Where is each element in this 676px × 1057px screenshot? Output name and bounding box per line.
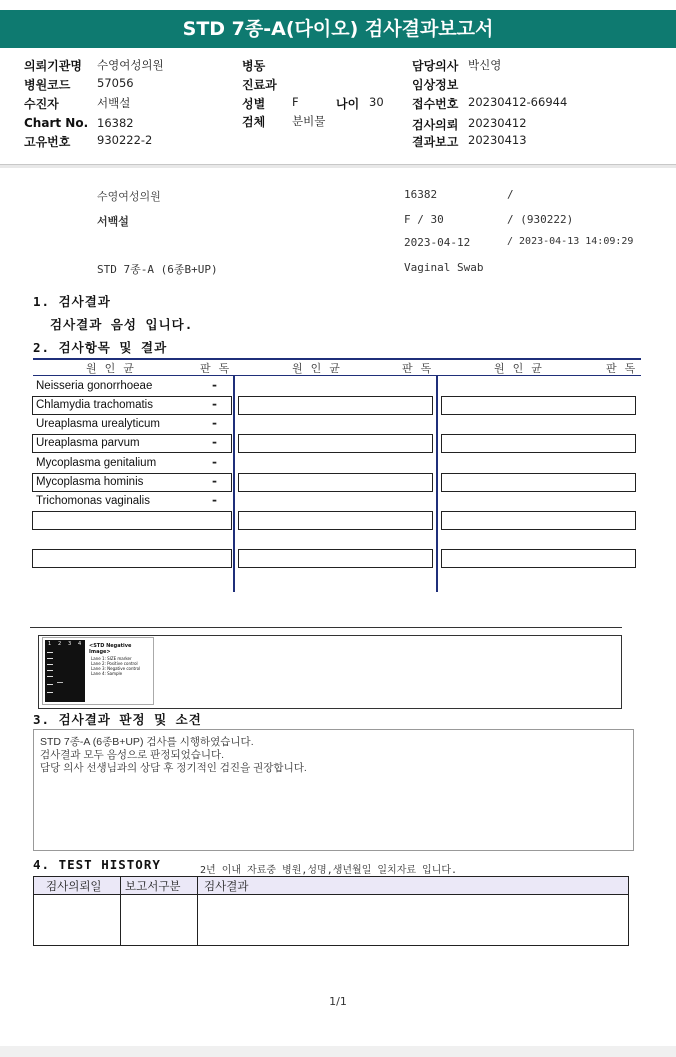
opinion-line: STD 7종-A (6종B+UP) 검사를 시행하였습니다.	[40, 736, 254, 748]
table-row-empty	[441, 549, 636, 568]
marker-band	[47, 664, 53, 665]
sex-value: F	[292, 95, 299, 109]
history-header	[34, 877, 628, 895]
marker-band	[47, 658, 53, 659]
table-row-empty	[238, 511, 433, 530]
header-separator	[0, 164, 676, 168]
marker-band	[47, 692, 53, 693]
gel-divider	[30, 627, 622, 628]
patient-label: 수진자	[24, 97, 59, 111]
table-row-empty	[238, 434, 433, 453]
lane-number: 1	[48, 641, 52, 647]
gel-caption-line: Lane 3: Negative control	[91, 666, 141, 671]
pathogen-name: Ureaplasma parvum	[36, 437, 140, 449]
pathogen-result: -	[212, 378, 217, 392]
patient-value: 서백설	[97, 96, 131, 110]
chart-value: 16382	[97, 116, 134, 130]
pathogen-result: -	[212, 474, 217, 488]
bottom-bar	[0, 1046, 676, 1057]
summary-test-name: STD 7종-A (6종B+UP)	[97, 263, 218, 276]
pathogen-result: -	[212, 416, 217, 430]
col-history-result: 검사결과	[204, 879, 249, 893]
section2-title: 2. 검사항목 및 결과	[33, 340, 168, 355]
report-label: 결과보고	[412, 135, 459, 149]
pathogen-name: Mycoplasma hominis	[36, 476, 144, 488]
table-row-empty	[441, 396, 636, 415]
control-band	[57, 682, 63, 683]
gel-caption-line: Lane 1: SIZE marker	[91, 656, 132, 661]
history-col-divider	[120, 877, 121, 945]
section3-title: 3. 검사결과 판정 및 소견	[33, 712, 202, 727]
opinion-line: 검사결과 모두 음성으로 판정되었습니다.	[40, 749, 225, 761]
col-request-date: 검사의뢰일	[46, 879, 102, 893]
col-result-2: 판독	[402, 362, 440, 375]
ward-label: 병동	[242, 59, 266, 73]
history-col-divider	[197, 877, 198, 945]
lane-number: 4	[78, 641, 82, 647]
table-row-empty	[441, 434, 636, 453]
pathogen-result: -	[212, 397, 217, 411]
summary-chart: 16382	[404, 188, 438, 201]
col-pathogen-3: 원인균	[494, 362, 550, 375]
doctor-label: 담당의사	[412, 59, 459, 73]
col-report-type: 보고서구분	[125, 879, 181, 893]
specimen-label: 검체	[242, 115, 266, 129]
report-value: 20230413	[468, 133, 527, 147]
column-divider-1	[233, 376, 235, 592]
request-label: 검사의뢰	[412, 118, 459, 132]
dept-label: 진료과	[242, 78, 277, 92]
history-note: 2년 이내 자료중 병원,성명,생년월일 일치자료 입니다.	[200, 865, 458, 876]
institution-label: 의뢰기관명	[24, 59, 82, 73]
doctor-value: 박신영	[468, 58, 502, 72]
history-table	[33, 876, 629, 946]
table-row-empty	[32, 511, 232, 530]
request-value: 20230412	[468, 116, 527, 130]
marker-band	[47, 652, 53, 653]
age-value: 30	[369, 95, 384, 109]
clinical-label: 임상정보	[412, 78, 459, 92]
summary-received: 2023-04-12	[404, 236, 471, 249]
opinion-box	[33, 729, 634, 851]
pathogen-result: -	[212, 455, 217, 469]
report-title: STD 7종-A(다이오) 검사결과보고서	[0, 10, 676, 48]
pathogen-name: Trichomonas vaginalis	[36, 495, 150, 507]
gel-caption-line: Lane 4: Sample	[91, 671, 123, 676]
pathogen-name: Chlamydia trachomatis	[36, 399, 153, 411]
gel-caption-title: <STD Negative Image>	[89, 643, 132, 655]
institution-value: 수영여성의원	[97, 58, 164, 72]
summary-patient: 서백설	[97, 215, 129, 228]
pathogen-name: Neisseria gonorrhoeae	[36, 380, 153, 392]
pathogen-result: -	[212, 435, 217, 449]
summary-reported: / 2023-04-13 14:09:29	[507, 236, 634, 247]
table-row-empty	[238, 396, 433, 415]
lane-number: 2	[58, 641, 62, 647]
table-row-empty	[238, 549, 433, 568]
hospital-code-value: 57056	[97, 76, 134, 90]
hospital-code-label: 병원코드	[24, 78, 71, 92]
sex-label: 성별	[242, 97, 266, 111]
summary-slash: /	[507, 188, 514, 201]
table-row-empty	[238, 473, 433, 492]
col-result-3: 판독	[606, 362, 644, 375]
page-number: 1/1	[329, 995, 347, 1008]
table-row-empty	[441, 473, 636, 492]
unique-label: 고유번호	[24, 135, 71, 149]
opinion-line: 담당 의사 선생님과의 상담 후 정기적인 검진을 권장합니다.	[40, 762, 307, 774]
pathogen-name: Ureaplasma urealyticum	[36, 418, 160, 430]
unique-value: 930222-2	[97, 133, 153, 147]
receipt-label: 접수번호	[412, 97, 459, 111]
chart-label: Chart No.	[24, 116, 89, 130]
marker-band	[47, 684, 53, 685]
marker-band	[47, 676, 53, 677]
summary-sex-age: F / 30	[404, 213, 444, 226]
section4-title: 4. TEST HISTORY	[33, 857, 161, 872]
col-result-1: 판독	[200, 362, 238, 375]
gel-image	[42, 637, 154, 705]
marker-band	[47, 670, 53, 671]
summary-id: / (930222)	[507, 213, 574, 226]
table-row-empty	[32, 549, 232, 568]
col-pathogen-2: 원인균	[292, 362, 348, 375]
pathogen-name: Mycoplasma genitalium	[36, 457, 157, 469]
column-divider-2	[436, 376, 438, 592]
pathogen-result: -	[212, 493, 217, 507]
col-pathogen-1: 원인균	[86, 362, 142, 375]
summary-institution: 수영여성의원	[97, 190, 161, 203]
gel-lanes	[45, 640, 85, 702]
lane-number: 3	[68, 641, 72, 647]
section1-result-text: 검사결과 음성 입니다.	[50, 317, 194, 332]
summary-specimen: Vaginal Swab	[404, 261, 484, 274]
receipt-value: 20230412-66944	[468, 95, 568, 109]
top-edge	[0, 0, 676, 10]
section1-title: 1. 검사결과	[33, 294, 111, 309]
table-row-empty	[441, 511, 636, 530]
specimen-value: 분비물	[292, 114, 326, 128]
gel-caption-line: Lane 2: Positive control	[91, 661, 138, 666]
age-label: 나이	[336, 97, 360, 111]
